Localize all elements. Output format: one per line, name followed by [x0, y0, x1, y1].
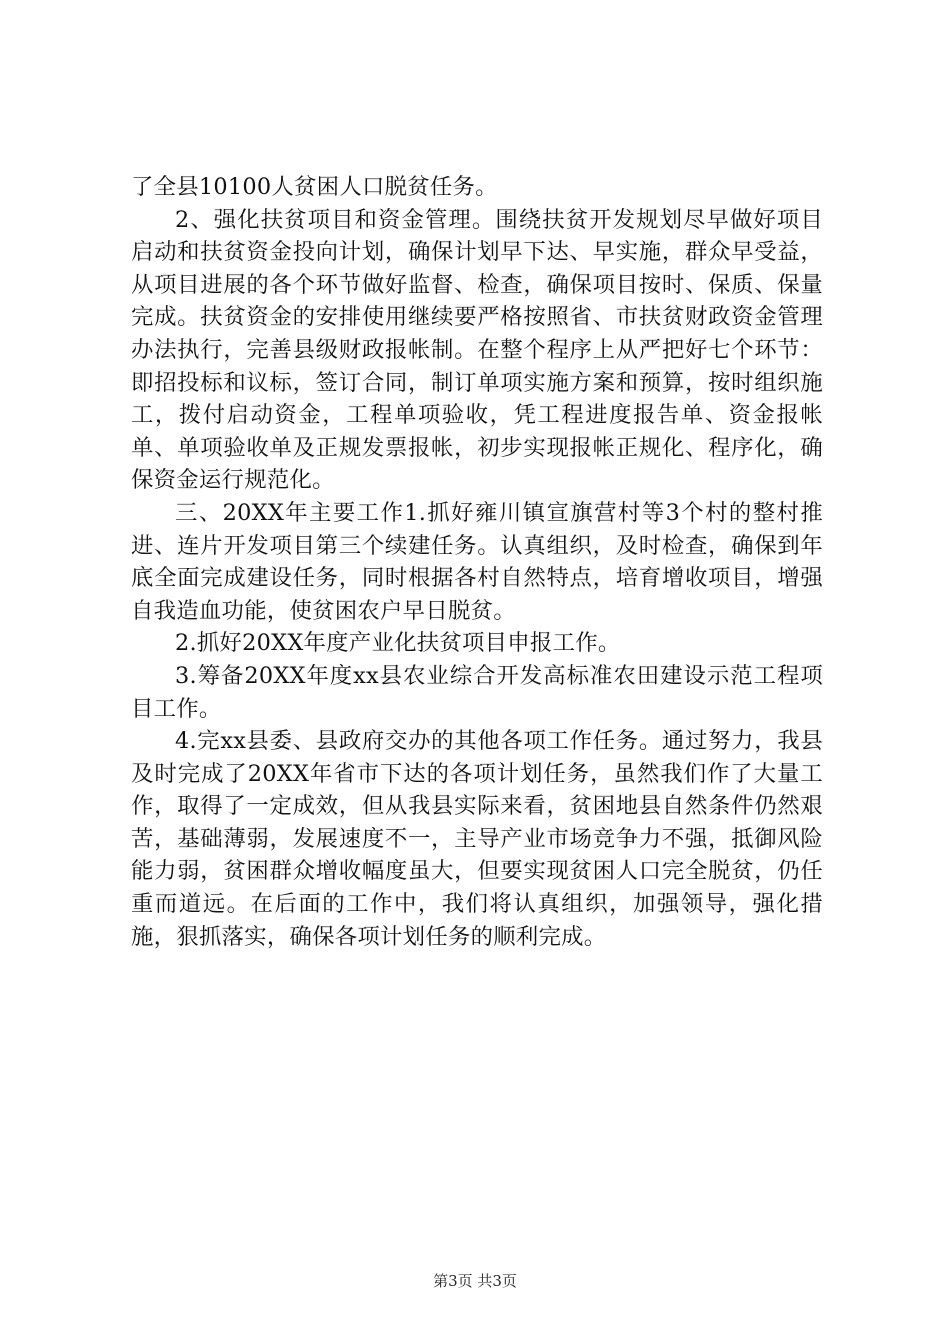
paragraph-item-3: 3.筹备20XX年度xx县农业综合开发高标准农田建设示范工程项目工作。: [131, 662, 823, 722]
page-number: 第3页 共3页: [433, 1272, 517, 1290]
paragraph-item-4: 4.完xx县委、县政府交办的其他各项工作任务。通过努力，我县及时完成了20XX年省市下达的各项计划任务，虽然我们作了大量工作，取得了一定成效，但从我县实际来看，贫困地县自然条件仍然艰苦，基础薄弱，发展速度不一，主导产业市场竞争力不强，抵御风险能力弱，贫困群众增收幅度虽大，但要实现贫困人口完全脱贫，仍任重而道远。在后面的工作中，我们将认真组织，加强领导，强化措施，狠抓落实，确保各项计划任务的顺利完成。: [131, 728, 823, 950]
paragraph-item-2: 2.抓好20XX年度产业化扶贫项目申报工作。: [175, 630, 621, 657]
page-footer: [0, 1271, 950, 1291]
paragraph-main-work: 三、20XX年主要工作1.抓好雍川镇宣旗营村等3个村的整村推进、连片开发项目第三个续建任务。认真组织，及时检查，确保到年底全面完成建设任务，同时根据各村自然特点，培育增收项目，增强自我造血功能，使贫困农户早日脱贫。: [131, 499, 823, 624]
paragraph-continuation: 了全县10100人贫困人口脱贫任务。: [131, 174, 498, 200]
paragraph-fund-management: 2、强化扶贫项目和资金管理。围绕扶贫开发规划尽早做好项目启动和扶贫资金投向计划，确保计划早下达、早实施，群众早受益，从项目进展的各个环节做好监督、检查，确保项目按时、保质、保量完成。扶贫资金的安排使用继续要严格按照省、市扶贫财政资金管理办法执行，完善县级财政报帐制。在整个程序上从严把好七个环节：即招投标和议标，签订合同，制订单项实施方案和预算，按时组织施工，拨付启动资金，工程单项验收，凭工程进度报告单、资金报帐单、单项验收单及正规发票报帐，初步实现报帐正规化、程序化，确保资金运行规范化。: [131, 206, 823, 494]
document-body: [131, 171, 823, 953]
